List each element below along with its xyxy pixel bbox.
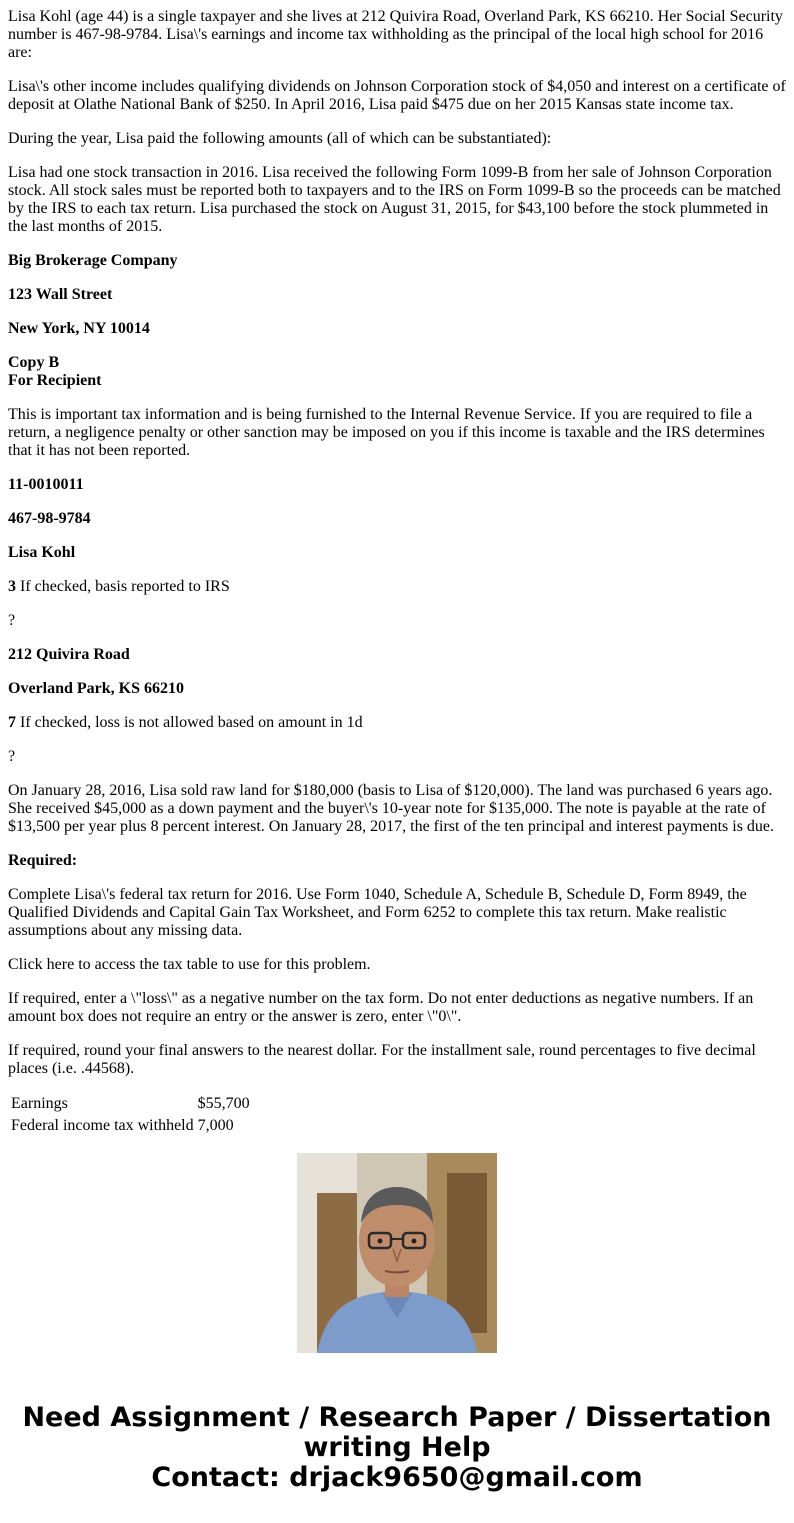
intro-paragraph: Lisa Kohl (age 44) is a single taxpayer and she lives at 212 Quivira Road, Overland Park, KS 66210. Her Social Security number is 467-98-9784. Lisa\'s earnings and income tax withholding as the principal of the local high school for 2016 are: (8, 8, 783, 61)
box7-number: 7 (8, 714, 16, 731)
withheld-value: 7,000 (197, 1117, 234, 1134)
earnings-label: Earnings (11, 1095, 68, 1112)
loss-instructions: If required, enter a \"loss\" as a negative number on the tax form. Do not enter deductions as negative numbers. If an amount box does not require an entry or the answer is zero, enter \"0\". (8, 990, 754, 1025)
banner-line-2: writing Help (303, 1432, 491, 1463)
banner-contact-line: Contact: drjack9650@gmail.com (151, 1462, 643, 1493)
tax-table-link[interactable]: Click here to access the tax table to use for this problem. (8, 956, 371, 973)
instructions-paragraph: Complete Lisa\'s federal tax return for 2016. Use Form 1040, Schedule A, Schedule B, Schedule D, Form 8949, the Qualified Dividends and Capital Gain Tax Worksheet, and Form 6252 to complete this tax return. Make realistic assumptions about any missing data. (8, 886, 747, 939)
payer-name-line (8, 252, 788, 270)
box7-text: If checked, loss is not allowed based on amount in 1d (16, 714, 363, 731)
box3-value: ? (8, 612, 16, 629)
copy-label (8, 354, 788, 390)
payer-city: New York, NY 10014 (8, 320, 150, 337)
copy-b-label: Copy B (8, 354, 60, 371)
required-line (8, 852, 788, 870)
recipient-name-line (8, 544, 788, 562)
table-row (10, 1116, 251, 1136)
recipient-tin-line (8, 510, 788, 528)
avatar (297, 1153, 497, 1353)
rounding-instructions: If required, round your final answers to the nearest dollar. For the installment sale, round percentages to five decimal places (i.e. .44568). (8, 1042, 756, 1077)
earnings-table (8, 1092, 253, 1138)
payer-city-line (8, 320, 788, 338)
box3-text: If checked, basis reported to IRS (16, 578, 230, 595)
payer-tin: 11-0010011 (8, 476, 84, 493)
box7-value: ? (8, 748, 16, 765)
earnings-value: $55,700 (197, 1095, 250, 1112)
recipient-city-line (8, 680, 788, 698)
stock-transaction-paragraph: Lisa had one stock transaction in 2016. Lisa received the following Form 1099-B from her sale of Johnson Corporation stock. All stock sales must be reported both to taxpayers and to the IRS on Form 1099-B so the proceeds can be matched by the IRS to each tax return. Lisa purchased the stock on August 31, 2015, for $43,100 before the stock plummeted in the last months of 2015. (8, 164, 781, 235)
other-income-paragraph: Lisa\'s other income includes qualifying dividends on Johnson Corporation stock of $4,050 and interest on a certificate of deposit at Olathe National Bank of $250. In April 2016, Lisa paid $475 due on her 2015 Kansas state income tax. (8, 78, 786, 113)
box3-line (8, 578, 788, 596)
avatar-portrait (297, 1153, 497, 1353)
withheld-label: Federal income tax withheld (11, 1117, 194, 1134)
land-sale-paragraph: On January 28, 2016, Lisa sold raw land for $180,000 (basis to Lisa of $120,000). The land was purchased 6 years ago. She received $45,000 as a down payment and the buyer\'s 10-year note for $135,000. The note is payable at the rate of $13,500 per year plus 8 percent interest. On January 28, 2017, the first of the ten principal and interest payments is due. (8, 782, 775, 835)
contact-banner (0, 1403, 794, 1493)
payer-name: Big Brokerage Company (8, 252, 178, 269)
recipient-city: Overland Park, KS 66210 (8, 680, 185, 697)
box3-number: 3 (8, 578, 16, 595)
document-body (8, 8, 788, 1134)
table-row (10, 1094, 251, 1114)
recipient-tin: 467-98-9784 (8, 510, 91, 527)
payer-street: 123 Wall Street (8, 286, 113, 303)
box7-line (8, 714, 788, 732)
required-label: Required: (8, 852, 78, 869)
for-recipient-label: For Recipient (8, 372, 102, 389)
recipient-name: Lisa Kohl (8, 544, 76, 561)
recipient-street-line (8, 646, 788, 664)
irs-notice: This is important tax information and is being furnished to the Internal Revenue Service. If you are required to file a return, a negligence penalty or other sanction may be imposed on you if this income is taxable and the IRS determines that it has not been reported. (8, 406, 765, 459)
banner-line-1: Need Assignment / Research Paper / Dissertation (22, 1402, 772, 1433)
recipient-street: 212 Quivira Road (8, 646, 130, 663)
payer-tin-line (8, 476, 788, 494)
payer-street-line (8, 286, 788, 304)
payments-paragraph: During the year, Lisa paid the following amounts (all of which can be substantiated): (8, 130, 552, 147)
